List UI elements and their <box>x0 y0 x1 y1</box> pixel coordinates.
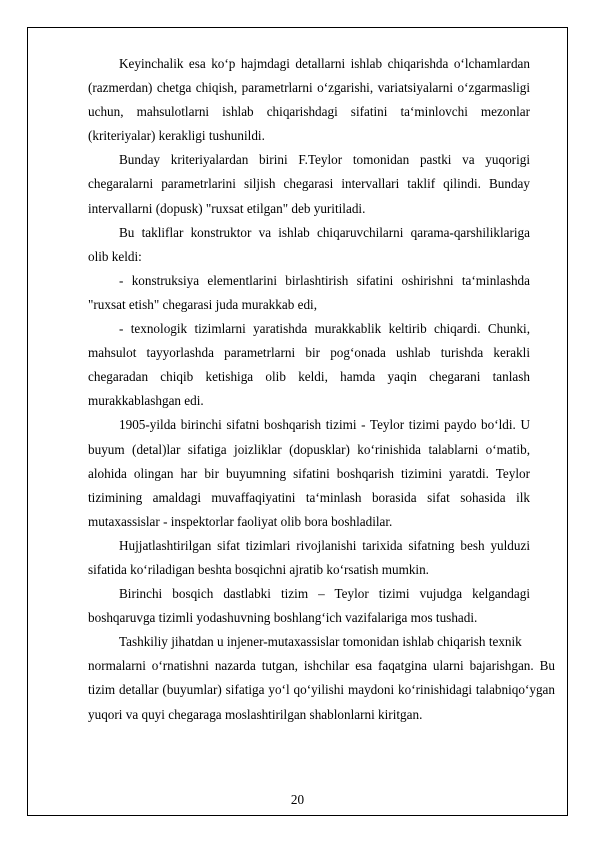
page-number: 20 <box>290 792 305 807</box>
document-body <box>88 52 555 727</box>
paragraph: Birinchi bosqich dastlabki tizim – Teylor tizimi vujudga kelgandagi boshqaruvga tizimli yodashuvning boshlang‘ich vazifalariga mos tushadi. <box>88 586 530 626</box>
paragraph-continuation: normalarni o‘rnatishni nazarda tutgan, ishchilar esa faqatgina ularni bajarishgan. Bu tizim detallar (buyumlar) sifatiga yo‘l qo‘yilishi maydoni ko‘rinishidagi talabniqo‘ygan yuqori va quyi chegaraga moslashtirilgan shablonlarni kiritgan. <box>88 658 555 722</box>
paragraph: Bu takliflar konstruktor va ishlab chiqaruvchilarni qarama-qarshiliklariga olib keldi: <box>88 224 530 264</box>
paragraph: Hujjatlashtirilgan sifat tizimlari rivojlanishi tarixida sifatning besh yulduzi sifatida ko‘riladigan beshta bosqichni ajratib ko‘rsatish mumkin. <box>88 537 530 577</box>
paragraph: 1905-yilda birinchi sifatni boshqarish tizimi - Teylor tizimi paydo bo‘ldi. U buyum (detal)lar sifatiga joizliklar (dopusklar) ko‘rinishida talablarni o‘matib, alohida olingan har bir buyumning sifatini boshqarish tizimini yaratdi. Teylor tizimining amaldagi muvaffaqiyatini ta‘minlash borasida sifat sohasida ilk mutaxassislar - inspektorlar faoliyat olib bora boshladilar. <box>88 417 530 529</box>
paragraph: - texnologik tizimlarni yaratishda murakkablik keltirib chiqardi. Chunki, mahsulot tayyorlashda parametrlarni bir pog‘onada ushlab turishda kerakli chegaradan chiqib ketishiga olib keldi, hamda yaqin chegarani tanlash murakkablashgan edi. <box>88 321 530 409</box>
paragraph: - konstruksiya elementlarini birlashtirish sifatini oshirishni ta‘minlashda "ruxsat etish" chegarasi juda murakkab edi, <box>88 272 530 312</box>
paragraph: Keyinchalik esa ko‘p hajmdagi detallarni ishlab chiqarishda o‘lchamlardan (razmerdan) chetga chiqish, parametrlarni o‘zgarishi, variatsiyalarni o‘zgarmasligi uchun, mahsulotlarni ishlab chiqarishdagi sifatini ta‘minlovchi mezonlar (kriteriyalar) kerakligi tushunildi. <box>88 56 530 144</box>
paragraph: Bunday kriteriyalardan birini F.Teylor tomonidan pastki va yuqorigi chegaralarni parametrlarini siljish chegarasi intervallari taklif qilindi. Bunday intervallarni (dopusk) "ruxsat etilgan" deb yuritiladi. <box>88 152 530 216</box>
paragraph: Tashkiliy jihatdan u injener-mutaxassislar tomonidan ishlab chiqarish texnik <box>119 634 522 650</box>
